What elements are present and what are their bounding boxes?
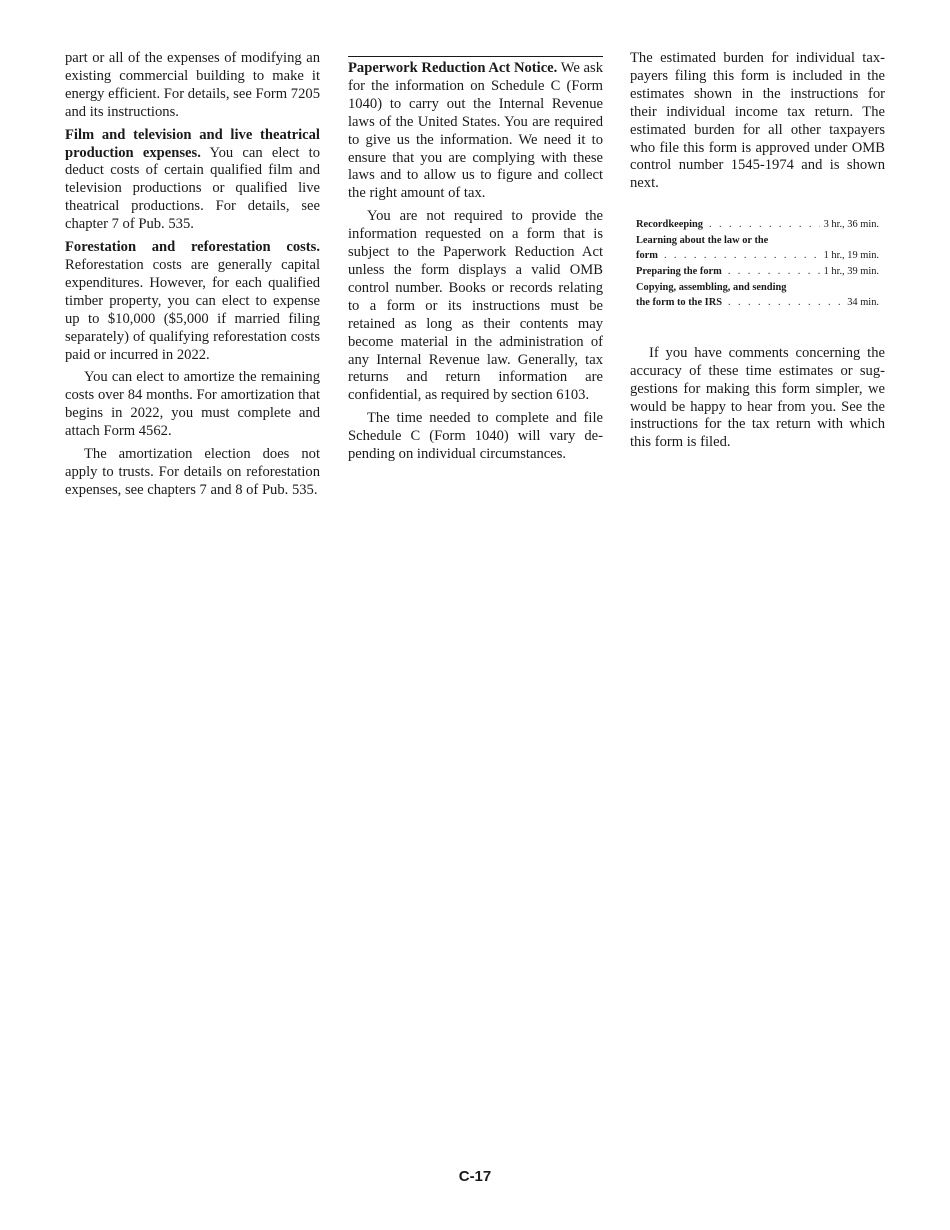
- heading-film-television: Film and television and live theatrical production expenses.: [65, 126, 320, 161]
- paragraph-not-required: You are not required to provide the information requested on a form that is subject to the Paperwork Reduction Act unless the form displays a valid OMB control number. Books or records relating to a form or its instructions must be retained as long as their contents may become material in the administration of any Internal Revenue law. Generally, tax returns and return information are confidential, as required by section 6103.: [348, 208, 603, 404]
- burden-table: [636, 217, 879, 311]
- burden-row-learning-line1: [636, 233, 879, 249]
- burden-value-learning: 1 hr., 19 min.: [823, 250, 879, 262]
- paragraph-amortization-election: The amortization election does not apply to trusts. For details on reforestation expenses, see chapters 7 and 8 of Pub. 535.: [65, 446, 320, 498]
- paragraph-paperwork-notice: [348, 60, 603, 203]
- burden-row-copying-line1: [636, 280, 879, 296]
- paragraph-forestation: [65, 239, 320, 364]
- paragraph-amortize: You can elect to amortize the remaining costs over 84 months. For amortization that begins in 2022, you must complete and attach Form 4562.: [65, 369, 320, 440]
- text-film-television: You can elect to deduct costs of certain qualified film and television productions or qualified live theatrical productions. For details, see chapter 7 of Pub. 535.: [65, 144, 320, 233]
- burden-value-preparing: 1 hr., 39 min.: [823, 266, 879, 278]
- heading-forestation: Forestation and reforestation costs.: [65, 239, 320, 256]
- paragraph-film-television: [65, 127, 320, 234]
- burden-label-preparing: Preparing the form: [636, 266, 722, 278]
- dot-leader: [722, 295, 843, 311]
- burden-row-recordkeeping: [636, 217, 879, 233]
- dot-leader: [703, 217, 820, 233]
- paragraph-estimated-burden: The estimated burden for individual taxpayers filing this form is included in the estimates shown in the instructions for their individual income tax return. The estimated burden for all other taxpayers who file this form is approved under OMB control number 1545-1974 and is shown next.: [630, 50, 885, 192]
- burden-row-learning-line2: [636, 248, 879, 264]
- column-right: [630, 50, 885, 457]
- text-forestation: Reforestation costs are generally capital expenditures. However, for each qualified timber property, you can elect to expense up to $10,000 ($5,000 if married filing separately) of qualifying reforestation costs paid or incurred in 2022.: [65, 256, 320, 363]
- column-middle: [348, 50, 603, 469]
- text-paperwork-notice: We ask for the information on Schedule C (Form 1040) to carry out the Internal Revenue laws of the United States. You are required to give us the information. We need it to ensure that you are complying with these laws and to allow us to figure and collect the right amount of tax.: [348, 60, 603, 202]
- heading-paperwork-notice: Paperwork Reduction Act Notice.: [348, 60, 558, 76]
- burden-label-learning-line2: form: [636, 250, 658, 262]
- burden-label-copying-line2: the form to the IRS: [636, 297, 722, 309]
- section-rule: [348, 56, 603, 464]
- dot-leader: [722, 264, 820, 280]
- burden-value-recordkeeping: 3 hr., 36 min.: [823, 219, 879, 231]
- burden-label-copying-line1: Copying, assembling, and sending: [636, 281, 787, 293]
- page-number: C-17: [458, 1168, 492, 1185]
- paragraph-time-needed: The time needed to complete and file Schedule C (Form 1040) will vary depending on individual circumstances.: [348, 410, 603, 463]
- burden-label-recordkeeping: Recordkeeping: [636, 219, 703, 231]
- burden-row-preparing: [636, 264, 879, 280]
- column-left: [65, 50, 320, 505]
- burden-label-learning-line1: Learning about the law or the: [636, 234, 769, 246]
- paragraph-comments: If you have comments concerning the accuracy of these time estimates or suggestions for making this form simpler, we would be happy to hear from you. See the instructions for the tax return with which this form is filed.: [630, 344, 885, 451]
- burden-value-copying: 34 min.: [847, 297, 879, 309]
- paragraph-energy-efficient: part or all of the expenses of modifying an existing commercial building to make it energy efficient. For details, see Form 7205 and its instructions.: [65, 50, 320, 120]
- burden-row-copying-line2: [636, 295, 879, 311]
- dot-leader: [658, 248, 820, 264]
